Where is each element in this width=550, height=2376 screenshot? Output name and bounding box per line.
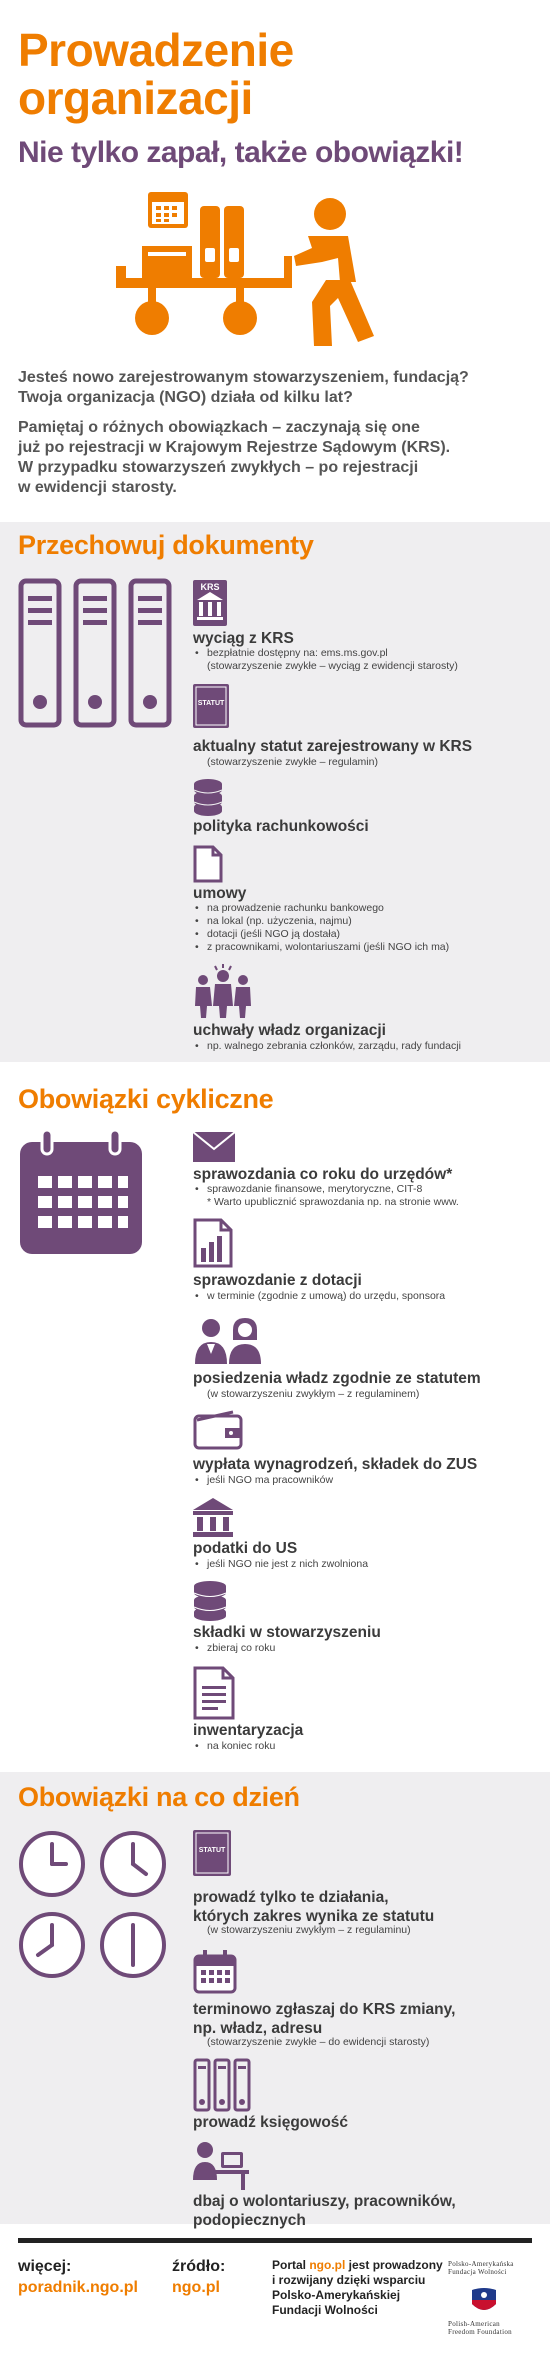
paff-logo-text xyxy=(448,2320,512,2336)
title-line: np. władz, adresu xyxy=(193,2020,323,2037)
item-bullets-krs xyxy=(193,647,388,660)
intro-line: Pamiętaj o różnych obowiązkach – zaczynają się one xyxy=(18,419,420,436)
page-title xyxy=(18,26,294,122)
title-line-2: organizacji xyxy=(18,72,253,124)
bullet-item: • np. walnego zebrania członków, zarządu, rady fundacji xyxy=(193,1040,461,1053)
portal-prefix: Portal xyxy=(272,2258,310,2272)
item-bullets-inventory xyxy=(193,1740,275,1753)
intro-line: Jesteś nowo zarejestrowanym stowarzyszeniem, fundacją? xyxy=(18,369,469,386)
bullet-item: • jeśli NGO nie jest z nich zwolniona xyxy=(193,1558,368,1571)
item-title-salaries: wypłata wynagrodzeń, składek do ZUS xyxy=(193,1456,478,1473)
title-line: dbaj o wolontariuszy, pracowników, xyxy=(193,2193,456,2210)
intro-line: w ewidencji starosty. xyxy=(18,479,177,496)
item-title-taxes: podatki do US xyxy=(193,1540,298,1557)
bullet-item: • dotacji (jeśli NGO ją dostała) xyxy=(193,928,449,941)
item-title-resolutions: uchwały władz organizacji xyxy=(193,1022,386,1039)
coins-stack-icon xyxy=(193,1580,227,1622)
logo-line: Polish-American xyxy=(448,2320,500,2328)
logo-line: Fundacja Wolności xyxy=(448,2268,507,2276)
title-line: których zakres wynika ze statutu xyxy=(193,1908,435,1925)
statute-book-icon xyxy=(193,1830,231,1876)
clocks-icon xyxy=(18,1830,168,1980)
person-pushing-cart-illustration xyxy=(112,186,382,354)
bullet-item: • na lokal (np. użyczenia, najmu) xyxy=(193,915,449,928)
item-bullets-reports xyxy=(193,1183,422,1196)
logo-line: Polsko-Amerykańska xyxy=(448,2260,514,2268)
item-title-statute: aktualny statut zarejestrowany w KRS xyxy=(193,738,473,755)
title-line-1: Prowadzenie xyxy=(18,24,294,76)
footer-source-label: źródło: xyxy=(172,2258,226,2275)
calendar-icon xyxy=(193,1950,237,1994)
document-chart-icon xyxy=(193,1218,233,1268)
item-title-krs: wyciąg z KRS xyxy=(193,630,294,647)
title-line: podopiecznych xyxy=(193,2212,306,2229)
item-title-fees: składki w stowarzyszeniu xyxy=(193,1624,381,1641)
section-title-documents: Przechowuj dokumenty xyxy=(18,530,314,560)
item-bullets-salaries xyxy=(193,1474,333,1487)
statute-book-icon xyxy=(193,684,229,728)
people-group-icon xyxy=(193,962,253,1018)
item-title-activities xyxy=(193,1888,434,1926)
item-note-reports: * Warto upublicznić sprawozdania np. na stronie www. xyxy=(207,1196,459,1208)
item-title-bookkeeping: prowadź księgowość xyxy=(193,2114,349,2131)
bullet-item: • na koniec roku xyxy=(193,1740,275,1753)
intro-line: już po rejestracji w Krajowym Rejestrze Sądowym (KRS). xyxy=(18,439,451,456)
bullet-item: • w terminie (zgodnie z umową) do urzędu, sponsora xyxy=(193,1290,445,1303)
wallet-icon xyxy=(193,1410,243,1450)
coins-stack-icon xyxy=(193,778,223,816)
person-at-desk-icon xyxy=(193,2140,249,2190)
footer-more-label: więcej: xyxy=(18,2258,72,2275)
binders-icon xyxy=(18,578,174,728)
item-note-krs: (stowarzyszenie zwykłe – wyciąg z ewidencji starosty) xyxy=(207,660,458,672)
intro-paragraph-1 xyxy=(18,368,538,408)
tax-office-building-icon xyxy=(193,1498,233,1538)
item-bullets-resolutions xyxy=(193,1040,461,1053)
footer-more-link[interactable]: poradnik.ngo.pl xyxy=(18,2279,138,2296)
page-subtitle: Nie tylko zapał, także obowiązki! xyxy=(18,136,464,169)
item-title-people xyxy=(193,2192,456,2230)
portal-rest: jest prowadzony i rozwijany dzięki wsparciu Polsko-Amerykańskiej Fundacji Wolności xyxy=(272,2258,443,2317)
statute-icon-label: STATUT xyxy=(197,700,225,707)
item-title-policy: polityka rachunkowości xyxy=(193,818,369,835)
calendar-icon xyxy=(18,1130,144,1256)
bullet-item: • bezpłatnie dostępny na: ems.ms.gov.pl xyxy=(193,647,388,660)
intro-paragraph-2 xyxy=(18,418,538,498)
item-title-reports: sprawozdania co roku do urzędów* xyxy=(193,1166,453,1183)
section-title-daily: Obowiązki na co dzień xyxy=(18,1782,300,1812)
krs-building-icon xyxy=(193,580,227,626)
document-list-icon xyxy=(193,1666,235,1720)
bullet-item: • sprawozdanie finansowe, merytoryczne, CIT-8 xyxy=(193,1183,422,1196)
intro-line: W przypadku stowarzyszeń zwykłych – po rejestracji xyxy=(18,459,419,476)
item-note-activities: (w stowarzyszeniu zwykłym – z regulaminu) xyxy=(207,1924,411,1936)
item-title-contracts: umowy xyxy=(193,885,247,902)
bullet-item: • na prowadzenie rachunku bankowego xyxy=(193,902,449,915)
item-title-inventory: inwentaryzacja xyxy=(193,1722,304,1739)
bullet-item: • z pracownikami, wolontariuszami (jeśli NGO ich ma) xyxy=(193,941,449,954)
document-icon xyxy=(193,845,223,883)
footer-portal-text xyxy=(272,2258,447,2318)
bullet-item: • jeśli NGO ma pracowników xyxy=(193,1474,333,1487)
portal-link[interactable]: ngo.pl xyxy=(309,2258,346,2272)
item-note-meetings: (w stowarzyszeniu zwykłym – z regulaminem) xyxy=(207,1388,420,1400)
item-bullets-grant xyxy=(193,1290,445,1303)
item-bullets-fees xyxy=(193,1642,275,1655)
item-note-report-changes: (stowarzyszenie zwykłe – do ewidencji starosty) xyxy=(207,2036,430,2048)
item-title-report-changes xyxy=(193,2000,455,2038)
item-bullets-taxes xyxy=(193,1558,368,1571)
title-line: prowadź tylko te działania, xyxy=(193,1889,389,1906)
bullet-item: • zbieraj co roku xyxy=(193,1642,275,1655)
people-meeting-icon xyxy=(193,1316,261,1366)
logo-line: Freedom Foundation xyxy=(448,2328,512,2336)
statute-icon-label: STATUT xyxy=(198,1847,226,1854)
section-title-cyclic: Obowiązki cykliczne xyxy=(18,1084,274,1114)
pafw-logo-text xyxy=(448,2260,514,2276)
title-line: terminowo zgłaszaj do KRS zmiany, xyxy=(193,2001,456,2018)
krs-icon-label: KRS xyxy=(200,582,220,592)
item-note-statute: (stowarzyszenie zwykłe – regulamin) xyxy=(207,756,378,768)
item-title-meetings: posiedzenia władz zgodnie ze statutem xyxy=(193,1370,481,1387)
intro-line: Twoja organizacja (NGO) działa od kilku lat? xyxy=(18,389,353,406)
item-title-grant: sprawozdanie z dotacji xyxy=(193,1272,362,1289)
footer-source-link[interactable]: ngo.pl xyxy=(172,2279,220,2296)
envelope-icon xyxy=(193,1132,235,1162)
foundation-eagle-logo-icon xyxy=(470,2286,498,2316)
footer-divider xyxy=(18,2238,532,2243)
item-bullets-contracts xyxy=(193,902,449,954)
binders-icon xyxy=(193,2058,251,2112)
